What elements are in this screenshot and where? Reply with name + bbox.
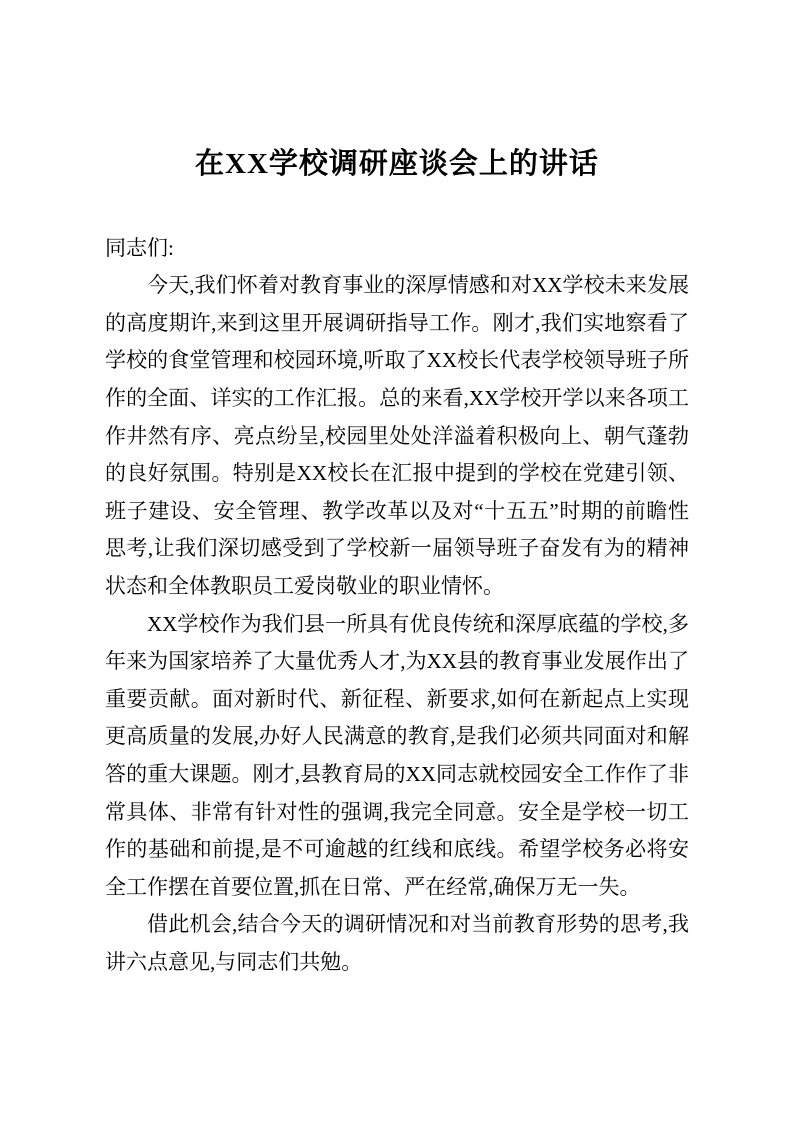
- document-body: [105, 230, 689, 982]
- salutation: 同志们:: [105, 235, 174, 260]
- document-title: 在XX学校调研座谈会上的讲话: [195, 148, 599, 180]
- paragraph-3: 借此机会,结合今天的调研情况和对当前教育形势的思考,我讲六点意见,与同志们共勉。: [105, 912, 689, 974]
- paragraph-1: 今天,我们怀着对教育事业的深厚情感和对XX学校未来发展的高度期许,来到这里开展调研指导工作。刚才,我们实地察看了学校的食堂管理和校园环境,听取了XX校长代表学校领导班子所作的全面、详实的工作汇报。总的来看,XX学校开学以来各项工作井然有序、亮点纷呈,校园里处处洋溢着积极向上、朝气蓬勃的良好氛围。特别是XX校长在汇报中提到的学校在党建引领、班子建设、安全管理、教学改革以及对“十五五”时期的前瞻性思考,让我们深切感受到了学校新一届领导班子奋发有为的精神状态和全体教职员工爱岗敬业的职业情怀。: [105, 273, 689, 599]
- paragraph-2: XX学校作为我们县一所具有优良传统和深厚底蕴的学校,多年来为国家培养了大量优秀人才,为XX县的教育事业发展作出了重要贡献。面对新时代、新征程、新要求,如何在新起点上实现更高质量的发展,办好人民满意的教育,是我们必须共同面对和解答的重大课题。刚才,县教育局的XX同志就校园安全工作作了非常具体、非常有针对性的强调,我完全同意。安全是学校一切工作的基础和前提,是不可逾越的红线和底线。希望学校务必将安全工作摆在首要位置,抓在日常、严在经常,确保万无一失。: [105, 611, 689, 899]
